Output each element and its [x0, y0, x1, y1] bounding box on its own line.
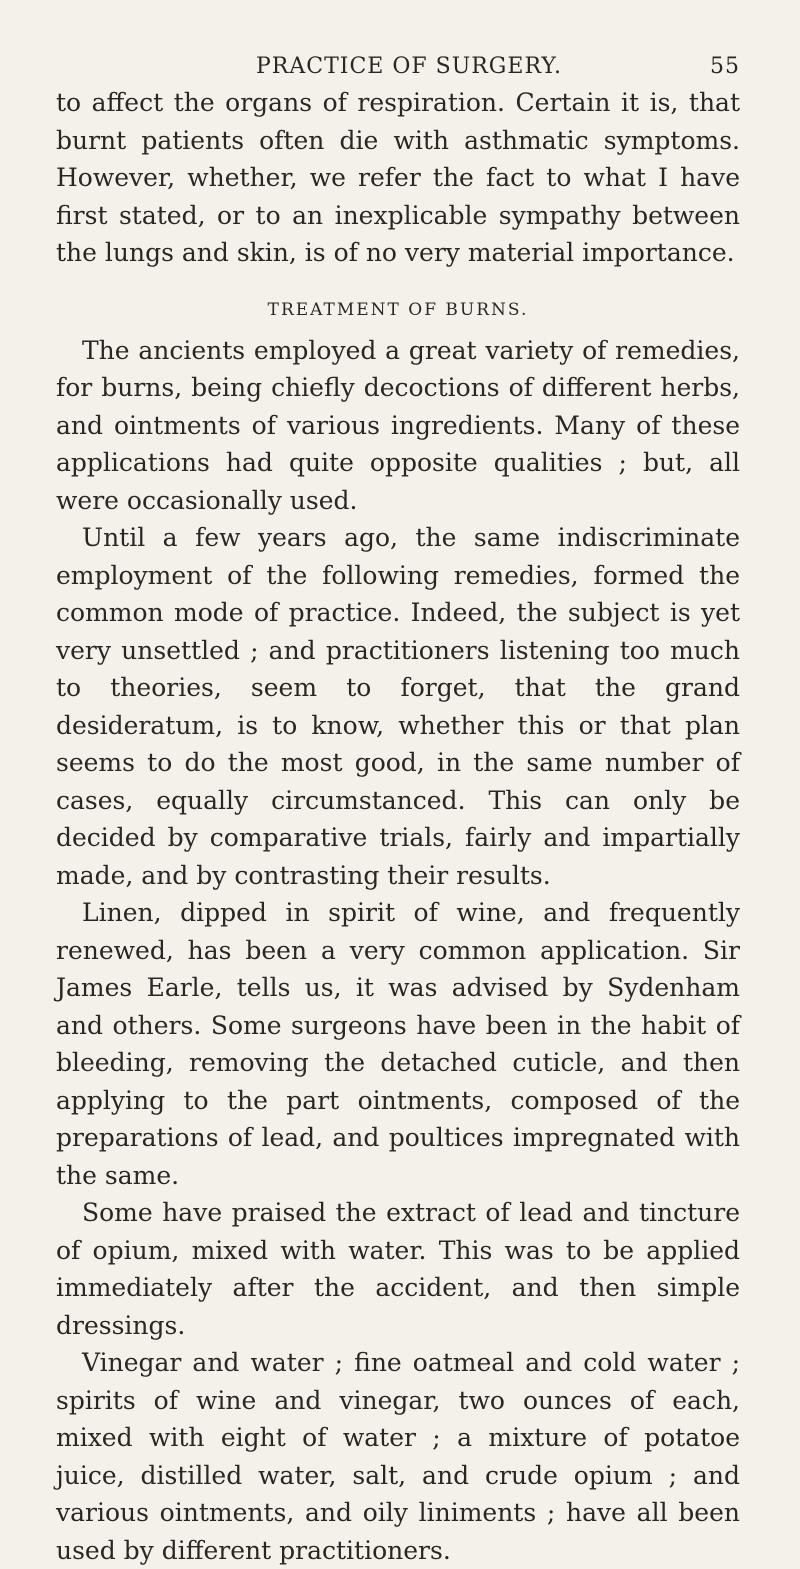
section-heading: TREATMENT OF BURNS.	[267, 299, 529, 320]
running-title: PRACTICE OF SURGERY.	[256, 54, 563, 79]
paragraph-vinegar: Vinegar and water ; fine oatmeal and cold water ; spirits of wine and vinegar, two ounces of each, mixed with eight of water ; a mixture of potatoe juice, distilled water, salt, and crude opium ; and various ointments, and oily liniments ; have all been used by different practitioners.	[56, 1348, 740, 1565]
page-number: 55	[710, 54, 740, 79]
paragraph-extract: Some have praised the extract of lead and tincture of opium, mixed with water. This was to be applied immediately after the accident, and then simple dressings.	[56, 1198, 740, 1340]
paragraph-linen: Linen, dipped in spirit of wine, and frequently renewed, has been a very common application. Sir James Earle, tells us, it was advised by Sydenham and others. Some surgeons have been in the habit of bleeding, removing the detached cuticle, and then applying to the part ointments, composed of the preparations of lead, and poultices impregnated with the same.	[56, 898, 740, 1190]
running-head	[56, 50, 740, 84]
paragraph-until: Until a few years ago, the same indiscriminate employment of the following remedies, formed the common mode of practice. Indeed, the subject is yet very unsettled ; and practitioners listening too much to theories, seem to forget, that the grand desideratum, is to know, whether this or that plan seems to do the most good, in the same number of cases, equally circumstanced. This can only be decided by comparative trials, fairly and impartially made, and by contrasting their results.	[56, 523, 740, 890]
opening-paragraph: to affect the organs of respiration. Certain it is, that burnt patients often die with asthmatic symptoms. However, whether, we refer the fact to what I have first stated, or to an inexplicable sympathy between the lungs and skin, is of no very material importance.	[56, 88, 740, 267]
paragraph-ancients: The ancients employed a great variety of remedies, for burns, being chiefly decoctions of different herbs, and ointments of various ingredients. Many of these applications had quite opposite qualities ; but, all were occasionally used.	[56, 335, 740, 515]
